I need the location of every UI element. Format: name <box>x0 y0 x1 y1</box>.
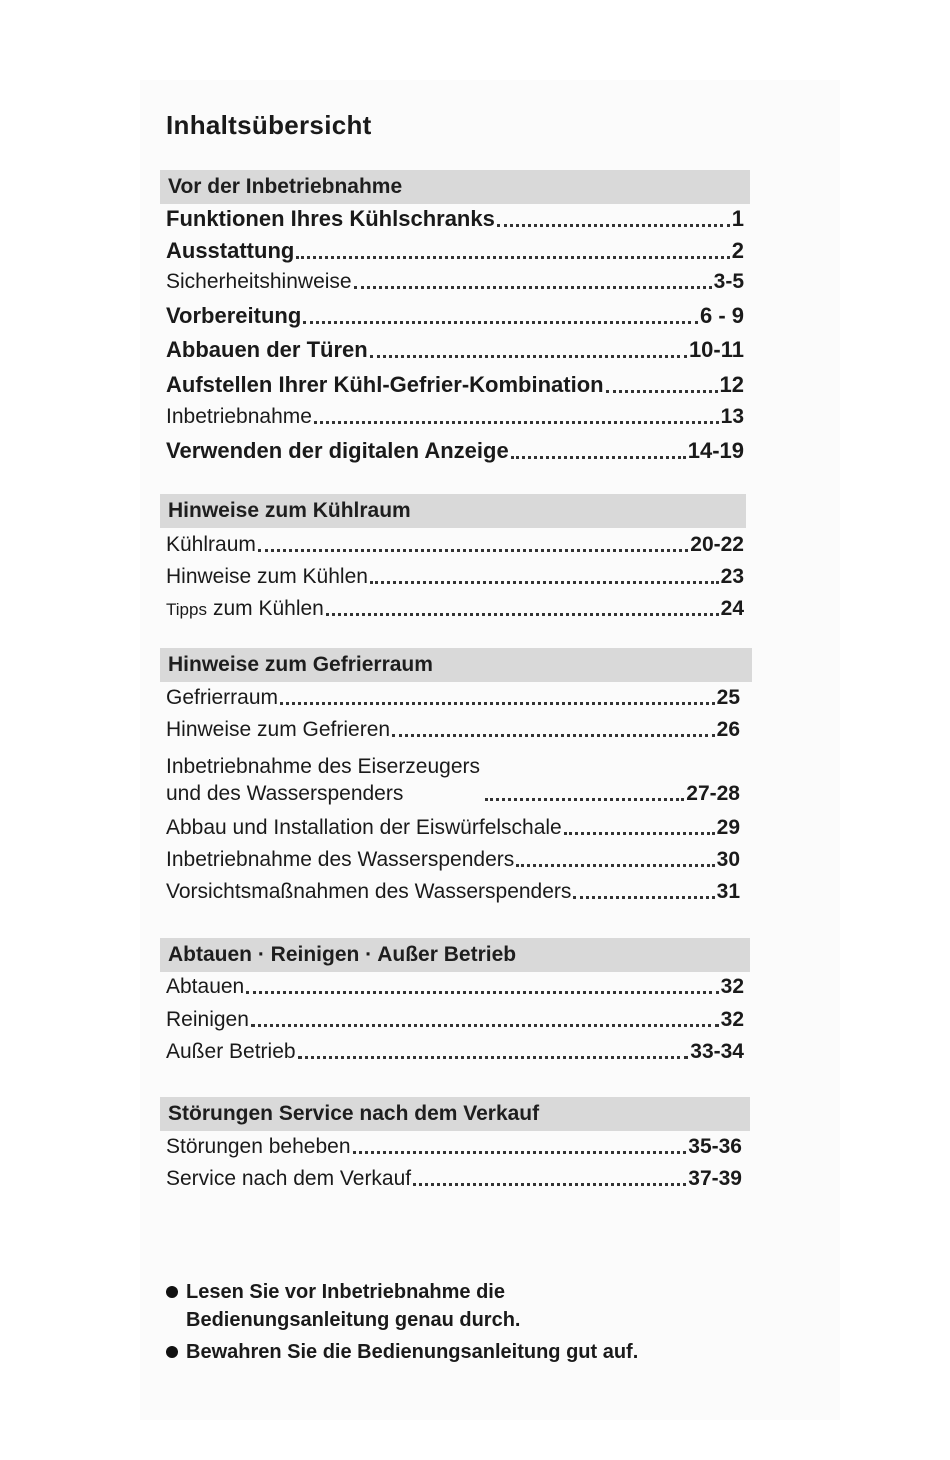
toc-item-page: 32 <box>720 1008 744 1031</box>
note-item <box>166 1278 638 1334</box>
toc-item-line1: Inbetriebnahme des Eiserzeugers <box>166 755 481 778</box>
toc-item-label: Reinigen <box>166 1008 249 1031</box>
bullet-icon <box>166 1346 178 1358</box>
toc-item-label: Inbetriebnahme <box>166 405 312 428</box>
toc-item[interactable] <box>166 686 740 710</box>
leader-dots <box>246 991 718 994</box>
toc-item-label: Vorbereitung <box>166 303 302 328</box>
leader-dots <box>298 1056 689 1059</box>
note-item <box>166 1338 638 1366</box>
toc-item[interactable] <box>166 782 740 806</box>
toc-item-page: 26 <box>716 718 740 741</box>
toc-item-label: Aufstellen Ihrer Kühl-Gefrier-Kombination <box>166 372 604 397</box>
toc-item-label: Kühlraum <box>166 533 256 556</box>
toc-item[interactable] <box>166 597 744 621</box>
toc-item-label: Abbau und Installation der Eiswürfelschale <box>166 816 562 839</box>
toc-item-page: 10-11 <box>688 337 744 362</box>
toc-item-page: 33-34 <box>690 1040 744 1063</box>
toc-item-page: 23 <box>720 565 744 588</box>
toc-item-page: 13 <box>720 405 744 428</box>
section-header-abtauen: Abtauen · Reinigen · Außer Betrieb <box>160 938 750 972</box>
leader-dots <box>354 286 712 289</box>
toc-item-label: Gefrierraum <box>166 686 279 709</box>
note-line: Bewahren Sie die Bedienungsanleitung gut auf. <box>186 1341 639 1363</box>
leader-dots <box>296 256 729 259</box>
toc-item-page: 3-5 <box>713 270 744 293</box>
toc-item[interactable] <box>166 1008 744 1032</box>
toc-item[interactable] <box>166 372 744 398</box>
toc-item-label: Vorsichtsmaßnahmen des Wasserspenders <box>166 880 572 903</box>
leader-dots <box>511 456 686 459</box>
leader-dots <box>353 1151 687 1154</box>
toc-item-page: 35-36 <box>688 1135 742 1158</box>
toc-item-page: 20-22 <box>690 533 744 556</box>
leader-dots <box>314 421 719 424</box>
leader-dots <box>497 224 730 227</box>
leader-dots <box>516 864 714 867</box>
toc-item[interactable] <box>166 880 740 904</box>
toc-item-label: Störungen beheben <box>166 1135 351 1158</box>
toc-item[interactable] <box>166 533 744 557</box>
toc-item-page: 37-39 <box>688 1167 742 1190</box>
section-header-vor-inbetriebnahme: Vor der Inbetriebnahme <box>160 170 750 204</box>
toc-item-page: 27-28 <box>686 782 740 805</box>
toc-item-label: zum Kühlen <box>212 597 324 620</box>
leader-dots <box>326 613 719 616</box>
toc-item-label: Außer Betrieb <box>166 1040 296 1063</box>
section-header-gefrierraum: Hinweise zum Gefrierraum <box>160 648 752 682</box>
toc-item[interactable] <box>166 238 744 264</box>
toc-item-page: 2 <box>731 238 744 263</box>
toc-item-label: Inbetriebnahme des Wasserspenders <box>166 848 515 871</box>
toc-item-page: 14-19 <box>687 438 744 463</box>
toc-item[interactable] <box>166 438 744 464</box>
toc-item[interactable] <box>166 718 740 742</box>
toc-item-label: Abbauen der Türen <box>166 337 368 362</box>
leader-dots <box>392 734 715 737</box>
toc-item[interactable] <box>166 1167 742 1191</box>
toc-item-label: Hinweise zum Kühlen <box>166 565 368 588</box>
section-header-kuehlraum: Hinweise zum Kühlraum <box>160 494 746 528</box>
leader-dots <box>606 390 718 393</box>
leader-dots <box>258 549 688 552</box>
note-line: Lesen Sie vor Inbetriebnahme die <box>186 1281 505 1303</box>
leader-dots <box>485 798 684 801</box>
leader-dots <box>370 581 719 584</box>
toc-item[interactable] <box>166 816 740 840</box>
toc-item-label: Sicherheitshinweise <box>166 270 352 293</box>
leader-dots <box>370 355 687 358</box>
toc-item-label: Service nach dem Verkauf <box>166 1167 412 1190</box>
toc-item-page: 30 <box>716 848 740 871</box>
leader-dots <box>280 702 715 705</box>
toc-item-label: Hinweise zum Gefrieren <box>166 718 391 741</box>
page-title: Inhaltsübersicht <box>166 110 372 140</box>
toc-item[interactable] <box>166 848 740 872</box>
toc-item[interactable] <box>166 1040 744 1064</box>
toc-item-page: 24 <box>720 597 744 620</box>
bullet-icon <box>166 1286 178 1298</box>
toc-item[interactable] <box>166 303 744 329</box>
toc-item[interactable] <box>166 565 744 589</box>
leader-dots <box>413 1183 686 1186</box>
note-line: Bedienungsanleitung genau durch. <box>186 1309 521 1331</box>
toc-item-page: 12 <box>719 372 744 397</box>
section-header-stoerungen: Störungen Service nach dem Verkauf <box>160 1097 750 1131</box>
toc-item-page: 29 <box>716 816 740 839</box>
toc-item[interactable] <box>166 1135 742 1159</box>
toc-item-label: Funktionen Ihres Kühlschranks <box>166 206 495 231</box>
leader-dots <box>564 832 715 835</box>
toc-item-page: 1 <box>731 206 744 231</box>
toc-item-page: 32 <box>720 975 744 998</box>
leader-dots <box>303 321 698 324</box>
toc-item-page: 6 - 9 <box>699 303 744 328</box>
toc-item[interactable] <box>166 337 744 363</box>
leader-dots <box>251 1024 719 1027</box>
toc-item[interactable] <box>166 405 744 429</box>
toc-item-label: Verwenden der digitalen Anzeige <box>166 438 509 463</box>
toc-item[interactable] <box>166 206 744 232</box>
toc-item[interactable] <box>166 270 744 294</box>
toc-item-page: 25 <box>716 686 740 709</box>
toc-item-page: 31 <box>716 880 740 903</box>
toc-item-label-prefix: Tipps <box>166 600 207 619</box>
notes <box>166 1278 638 1366</box>
toc-item-label: und des Wasserspenders <box>166 782 404 805</box>
toc-item[interactable] <box>166 975 744 999</box>
toc-item-label: Ausstattung <box>166 238 295 263</box>
leader-dots <box>573 896 714 899</box>
toc-item-label: Abtauen <box>166 975 245 998</box>
